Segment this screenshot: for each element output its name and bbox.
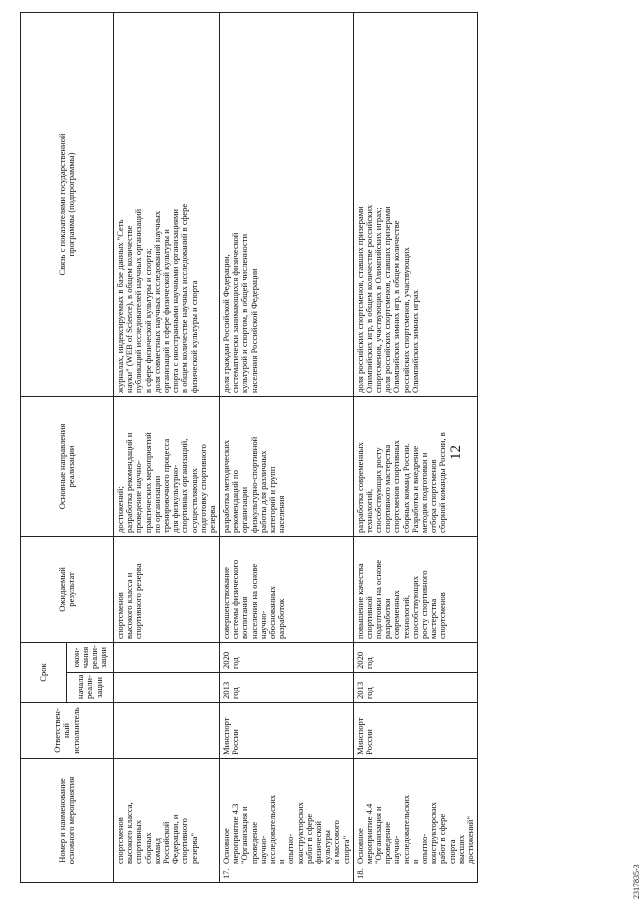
executor-cell xyxy=(114,703,220,759)
header-directions: Основные направления реализации xyxy=(21,396,114,536)
event-name: Основное мероприятие 4.3 "Организация и проведение научно- исследовательских и опытно- конструкторских работ в сфере физической культуры и массового спорта" xyxy=(221,794,351,864)
event-cell xyxy=(114,759,220,883)
header-term-end: окон- чания реали- зации xyxy=(67,642,114,672)
page-number: 12 xyxy=(448,445,464,460)
table-row xyxy=(220,12,354,882)
result-cell: совершенствование системы физического воспитания населения на основе научно- обоснованных разработок xyxy=(220,536,354,642)
header-term-start: начала реали- зации xyxy=(67,673,114,703)
header-result: Ожидаемый результат xyxy=(21,536,114,642)
directions-cell: достижений; разработка рекомендаций и проведение научно- практических мероприятий по организации тренировочного процесса для физкультурно- спортивных организаций, осуществляющих подготовку спортивного резерва xyxy=(114,396,220,536)
link-cell: журналах, индексируемых в базе данных "Сеть науки" (WEB of Science), в общем количестве публикаций исследователей научных организаций в сфере физической культуры и спорта; доля совместных научных исследований научных организаций в сфере физической культуры и спорта с иностранными научными организациями в общем количестве научных исследований в сфере физической культуры и спорта xyxy=(114,12,220,396)
directions-cell: разработка методических рекомендаций по организации физкультурно-спортивной работы для различных категорий и групп населения xyxy=(220,396,354,536)
result-cell: спортсменов высокого класса и спортивного резерва xyxy=(114,536,220,642)
program-events-table xyxy=(20,12,478,883)
event-name: Основное мероприятие 4.4 "Организация и проведение научно- исследовательских и опытно- конструкторских работ в сфере спорта высших достижений" xyxy=(354,794,475,864)
event-name: спортсменов высокого класса, спортивных сборных команд Российской Федерации, и спортивного резерва" xyxy=(115,802,199,864)
result-cell: повышение качества спортивной подготовки на основе разработки современных технологий, способствующих росту спортивного мастерства спортсменов xyxy=(353,536,477,642)
row-number: 18. xyxy=(354,868,365,879)
end-cell xyxy=(114,642,220,672)
end-cell: 2020 год xyxy=(220,642,354,672)
directions-cell: разработка современных технологий, способствующих росту спортивного мастерства спортсменов спортивных сборных команд России. Разработка и внедрение методик подготовки и отбора спортсменов сборной команды России, в xyxy=(353,396,477,536)
table-row xyxy=(114,12,220,882)
header-link: Связь с показателями государственной программы (подпрограммы) xyxy=(21,12,114,396)
start-cell: 2013 год xyxy=(353,673,477,703)
end-cell: 2020 год xyxy=(353,642,477,672)
row-number: 17. xyxy=(221,868,232,879)
executor-cell: Минспорт России xyxy=(220,703,354,759)
start-cell: 2013 год xyxy=(220,673,354,703)
header-executor: Ответствен- ный исполнитель xyxy=(21,703,114,759)
event-cell xyxy=(220,759,354,883)
link-cell: доля российских спортсменов, ставших призерами Олимпийских игр, в общем количестве российских спортсменов, участвующих в Олимпийских играх; доля российских спортсменов, ставших призерами Олимпийских зимних игр, в общем количестве российских спортсменов, участвующих Олимпийских зимних играх xyxy=(353,12,477,396)
header-term: Срок xyxy=(21,642,67,702)
executor-cell: Минспорт России xyxy=(353,703,477,759)
link-cell: доля граждан Российской Федерации, систематически занимающихся физической культурой и спортом, в общей численности населения Российской Федерации xyxy=(220,12,354,396)
start-cell xyxy=(114,673,220,703)
document-id: 2317835-3 xyxy=(632,864,641,899)
header-event: Номер и наименование основного мероприятия xyxy=(21,759,114,883)
